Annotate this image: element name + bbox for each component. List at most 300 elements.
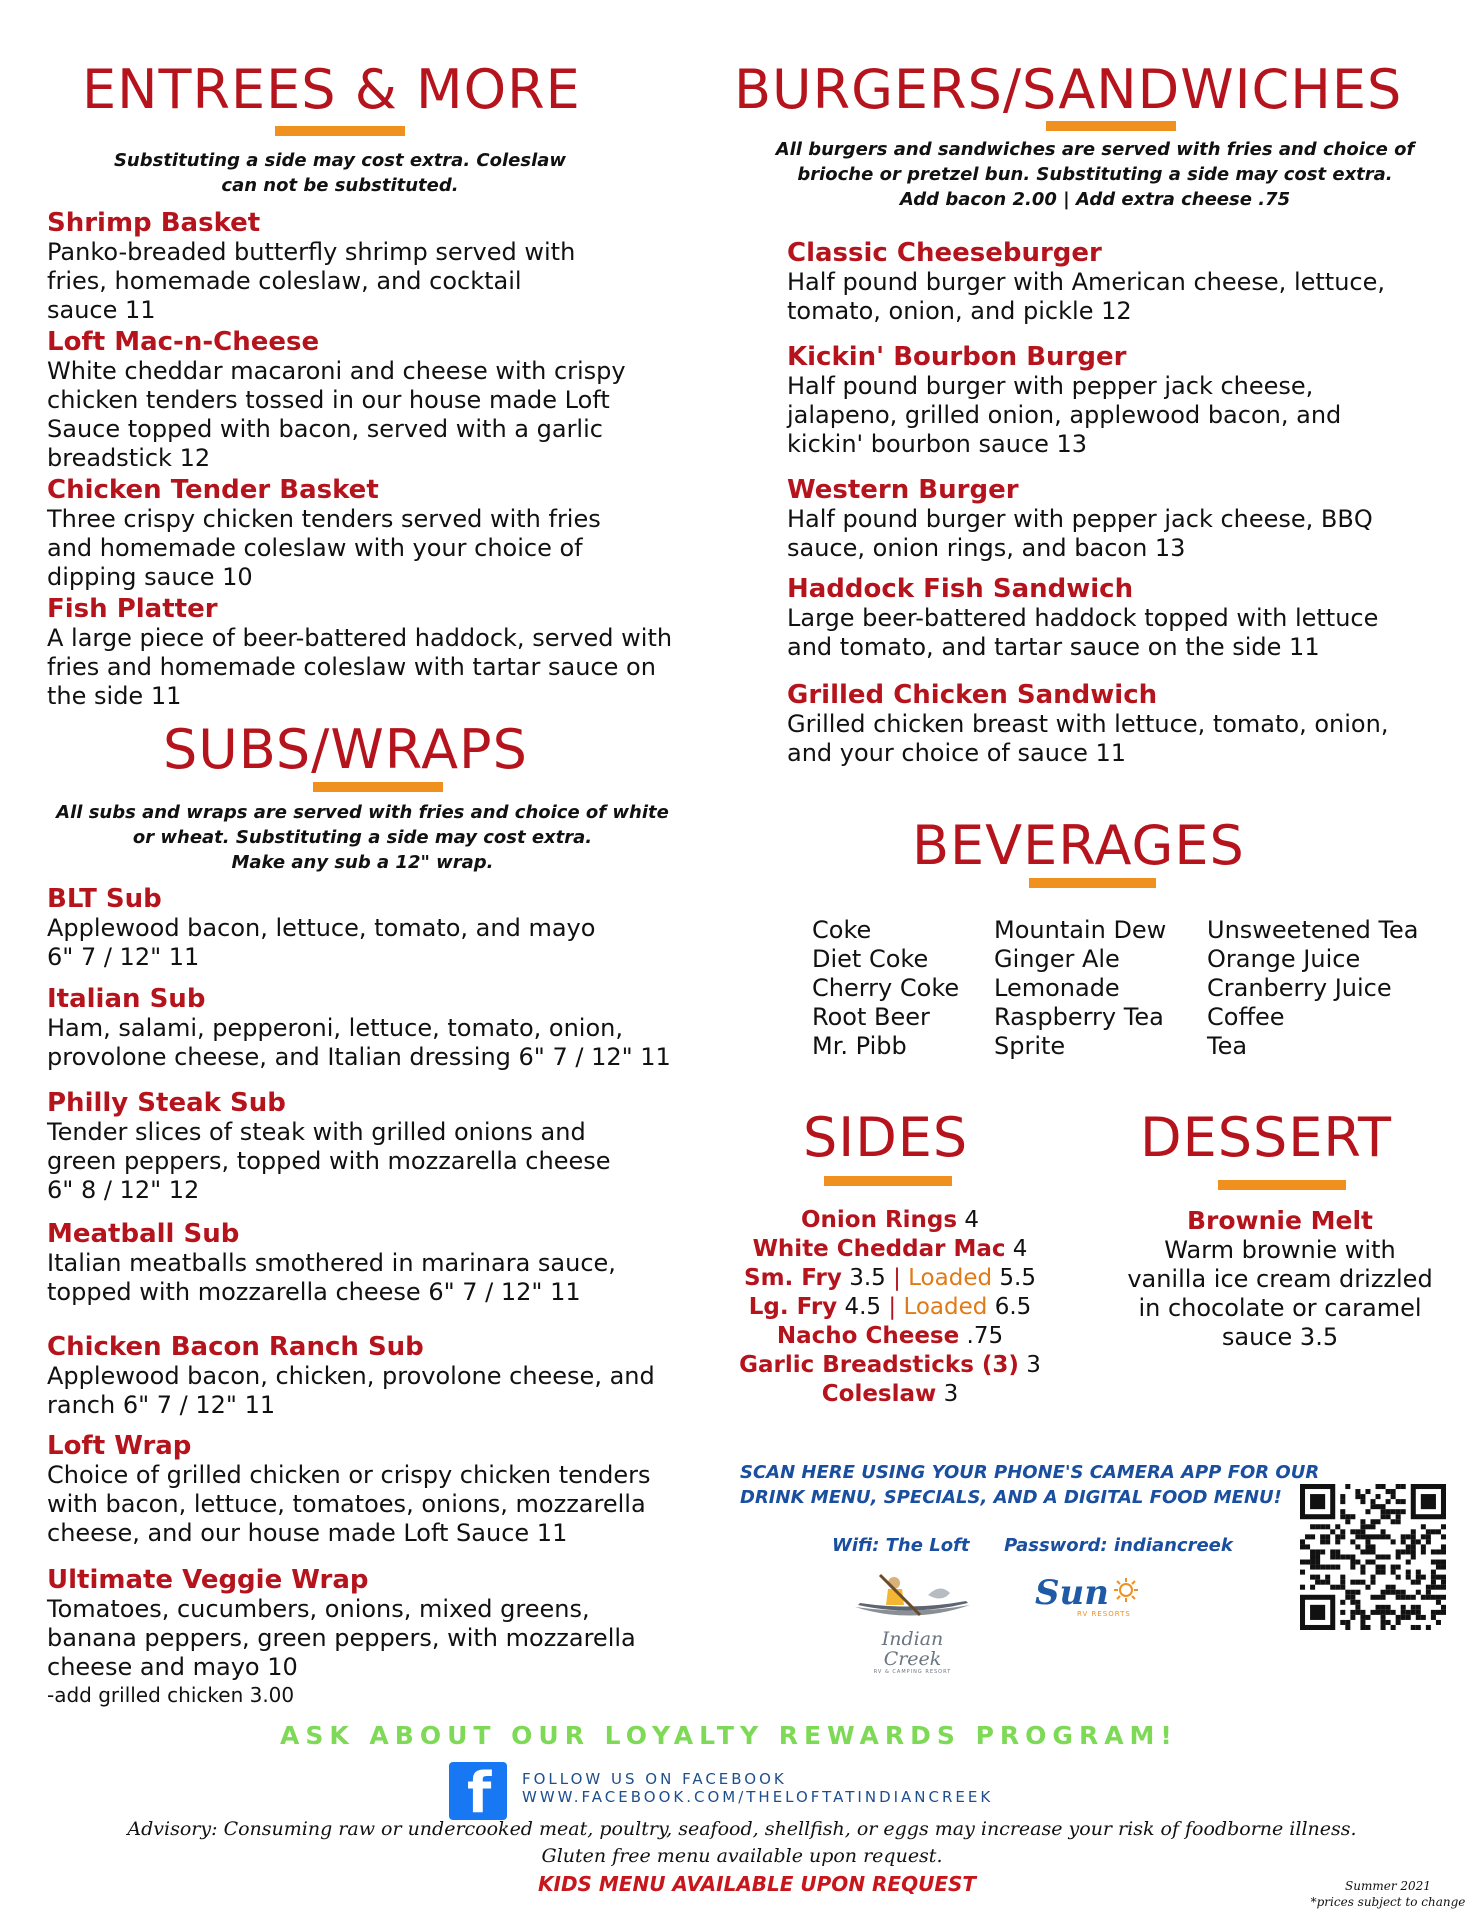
qr-module	[1381, 1615, 1386, 1620]
qr-module	[1391, 1585, 1396, 1590]
qr-module	[1340, 1499, 1345, 1504]
qr-module	[1441, 1534, 1446, 1539]
beverage: Sprite	[994, 1032, 1066, 1060]
sides-underline	[824, 1176, 952, 1186]
item-name: Haddock Fish Sandwich	[787, 574, 1134, 604]
qr-module	[1335, 1585, 1340, 1590]
qr-module	[1401, 1610, 1406, 1615]
qr-module	[1416, 1625, 1421, 1630]
qr-module	[1376, 1565, 1381, 1570]
qr-module	[1401, 1615, 1406, 1620]
qr-module	[1441, 1565, 1446, 1570]
side-item	[730, 1322, 1050, 1351]
beverage: Coffee	[1207, 1003, 1285, 1031]
qr-module	[1355, 1600, 1360, 1605]
qr-module	[1370, 1575, 1375, 1580]
qr-module	[1355, 1590, 1360, 1595]
side-price: 4.5	[844, 1294, 882, 1320]
dessert-title: DESSERT	[1140, 1106, 1392, 1169]
item-name: Loft Mac-n-Cheese	[47, 327, 320, 357]
qr-module	[1426, 1534, 1431, 1539]
qr-module	[1360, 1524, 1365, 1529]
qr-module	[1411, 1580, 1416, 1585]
qr-module	[1386, 1620, 1391, 1625]
beverage: Unsweetened Tea	[1207, 916, 1419, 944]
qr-module	[1355, 1580, 1360, 1585]
item-name: Meatball Sub	[47, 1219, 240, 1249]
scan-line-2: DRINK MENU, SPECIALS, AND A DIGITAL FOOD MENU!	[740, 1487, 1282, 1508]
beverage: Ginger Ale	[994, 945, 1120, 973]
beverages-title: BEVERAGES	[912, 814, 1245, 877]
qr-module	[1396, 1514, 1401, 1519]
qr-module	[1355, 1544, 1360, 1549]
entree-item	[47, 208, 575, 325]
side-name: Lg. Fry	[748, 1294, 838, 1320]
item-name: Shrimp Basket	[47, 208, 261, 238]
season-note	[1298, 1878, 1478, 1910]
qr-module	[1355, 1494, 1360, 1499]
qr-module	[1381, 1565, 1386, 1570]
qr-module	[1355, 1610, 1360, 1615]
qr-module	[1421, 1524, 1426, 1529]
qr-module	[1396, 1484, 1401, 1489]
qr-module	[1406, 1615, 1411, 1620]
qr-module	[1401, 1499, 1406, 1504]
qr-module	[1411, 1544, 1416, 1549]
qr-module	[1406, 1610, 1411, 1615]
qr-module	[1320, 1539, 1325, 1544]
sun-icon	[1113, 1577, 1139, 1603]
qr-module	[1411, 1595, 1416, 1600]
qr-module	[1406, 1560, 1411, 1565]
qr-module	[1396, 1554, 1401, 1559]
qr-module	[1396, 1590, 1401, 1595]
qr-module	[1431, 1585, 1436, 1590]
loyalty-banner: ASK ABOUT OUR LOYALTY REWARDS PROGRAM!	[280, 1721, 1178, 1750]
qr-module	[1396, 1575, 1401, 1580]
qr-module	[1350, 1580, 1355, 1585]
qr-module	[1401, 1549, 1406, 1554]
item-desc: Half pound burger with pepper jack cheese, BBQ sauce, onion rings, and bacon 13	[787, 505, 1373, 562]
qr-module	[1370, 1499, 1375, 1504]
qr-module	[1411, 1625, 1416, 1630]
qr-module	[1436, 1620, 1441, 1625]
qr-module	[1421, 1549, 1426, 1554]
qr-module	[1360, 1565, 1365, 1570]
qr-module	[1436, 1565, 1441, 1570]
qr-module	[1350, 1560, 1355, 1565]
qr-module	[1431, 1615, 1436, 1620]
qr-module	[1340, 1534, 1345, 1539]
qr-module	[1370, 1580, 1375, 1585]
qr-module	[1391, 1519, 1396, 1524]
beverage: Mr. Pibb	[812, 1032, 907, 1060]
qr-module	[1315, 1580, 1320, 1585]
qr-module	[1315, 1575, 1320, 1580]
item-desc: Three crispy chicken tenders served with fries and homemade coleslaw with your choice of dipping sauce 10	[47, 505, 601, 591]
side-name: Sm. Fry	[744, 1265, 842, 1291]
canoe-icon	[850, 1565, 975, 1625]
qr-module	[1300, 1570, 1305, 1575]
qr-module	[1345, 1620, 1350, 1625]
qr-module	[1300, 1560, 1305, 1565]
qr-module	[1376, 1570, 1381, 1575]
qr-module	[1386, 1499, 1391, 1504]
item-name: Brownie Melt	[1186, 1206, 1374, 1235]
advisory-text: Advisory: Consuming raw or undercooked meat, poultry, seafood, shellfish, or eggs may increase your risk of foodborne illness.	[127, 1818, 1357, 1840]
qr-module	[1340, 1585, 1345, 1590]
item-desc: Half pound burger with pepper jack cheese, jalapeno, grilled onion, applewood bacon, and kickin' bourbon sauce 13	[787, 372, 1342, 458]
qr-module	[1436, 1610, 1441, 1615]
qr-module	[1381, 1620, 1386, 1625]
qr-module	[1345, 1595, 1350, 1600]
qr-module	[1391, 1610, 1396, 1615]
qr-module	[1315, 1524, 1320, 1529]
qr-module	[1396, 1595, 1401, 1600]
qr-module	[1325, 1524, 1330, 1529]
qr-module	[1360, 1615, 1365, 1620]
entree-item	[47, 327, 626, 473]
qr-module	[1406, 1570, 1411, 1575]
qr-module	[1381, 1554, 1386, 1559]
qr-module	[1370, 1595, 1375, 1600]
qr-module	[1391, 1570, 1396, 1575]
qr-module	[1320, 1534, 1325, 1539]
beverage: Orange Juice	[1207, 945, 1361, 973]
qr-module	[1365, 1625, 1370, 1630]
qr-module	[1376, 1610, 1381, 1615]
burger-item	[787, 574, 1378, 662]
qr-module	[1381, 1605, 1386, 1610]
qr-module	[1330, 1549, 1335, 1554]
qr-module	[1431, 1570, 1436, 1575]
qr-module	[1426, 1590, 1431, 1595]
qr-module	[1396, 1509, 1401, 1514]
veggie-addon: -add grilled chicken 3.00	[47, 1683, 295, 1707]
qr-module	[1401, 1590, 1406, 1595]
qr-module	[1340, 1514, 1345, 1519]
qr-module	[1391, 1565, 1396, 1570]
kids-menu-note: KIDS MENU AVAILABLE UPON REQUEST	[538, 1872, 977, 1896]
item-name: Chicken Bacon Ranch Sub	[47, 1332, 424, 1362]
beverage: Cranberry Juice	[1207, 974, 1392, 1002]
qr-module	[1365, 1615, 1370, 1620]
qr-module	[1386, 1509, 1391, 1514]
qr-module	[1335, 1549, 1340, 1554]
side-price: 3.5	[849, 1265, 886, 1291]
qr-module	[1381, 1484, 1386, 1489]
qr-code-icon	[1300, 1484, 1446, 1630]
qr-module	[1416, 1580, 1421, 1585]
qr-module	[1436, 1585, 1441, 1590]
qr-module	[1376, 1519, 1381, 1524]
qr-module	[1431, 1575, 1436, 1580]
qr-module	[1370, 1504, 1375, 1509]
indian-creek-sub: RV & CAMPING RESORT	[873, 1669, 952, 1675]
qr-module	[1335, 1524, 1340, 1529]
side-price: 3	[1026, 1352, 1041, 1378]
qr-module	[1406, 1595, 1411, 1600]
qr-module	[1310, 1560, 1315, 1565]
qr-module	[1381, 1610, 1386, 1615]
qr-module	[1340, 1620, 1345, 1625]
qr-module	[1345, 1514, 1350, 1519]
wifi-note	[832, 1533, 1233, 1558]
qr-module	[1421, 1615, 1426, 1620]
facebook-url[interactable]: WWW.FACEBOOK.COM/THELOFTATINDIANCREEK	[522, 1788, 994, 1806]
qr-module	[1431, 1595, 1436, 1600]
qr-module	[1381, 1625, 1386, 1630]
item-desc: Ham, salami, pepperoni, lettuce, tomato, onion, provolone cheese, and Italian dressing 6" 7 / 12" 11	[47, 1014, 671, 1071]
scan-line-1: SCAN HERE USING YOUR PHONE'S CAMERA APP FOR OUR	[740, 1462, 1320, 1483]
qr-module	[1376, 1554, 1381, 1559]
sub-item	[47, 984, 671, 1072]
qr-module	[1365, 1544, 1370, 1549]
qr-module	[1401, 1534, 1406, 1539]
item-desc: Warm brownie with vanilla ice cream drizzled in chocolate or caramel sauce 3.5	[1127, 1236, 1433, 1351]
indian-creek-name: Indian Creek	[881, 1628, 944, 1670]
qr-module	[1310, 1565, 1315, 1570]
qr-module	[1310, 1605, 1325, 1620]
item-desc: Applewood bacon, lettuce, tomato, and mayo 6" 7 / 12" 11	[47, 914, 596, 971]
qr-module	[1335, 1554, 1340, 1559]
burgers-note: All burgers and sandwiches are served with fries and choice of brioche or pretzel bun. Substituting a side may cost extra. Add bacon 2.00 | Add extra cheese .75	[775, 139, 1415, 210]
qr-module	[1360, 1610, 1365, 1615]
qr-module	[1315, 1560, 1320, 1565]
burger-item	[787, 238, 1385, 326]
qr-module	[1310, 1575, 1315, 1580]
qr-module	[1350, 1590, 1355, 1595]
qr-module	[1376, 1504, 1381, 1509]
sides-list	[730, 1206, 1050, 1409]
qr-module	[1391, 1625, 1396, 1630]
qr-module	[1350, 1539, 1355, 1544]
qr-module	[1325, 1580, 1330, 1585]
qr-module	[1386, 1554, 1391, 1559]
qr-module	[1350, 1595, 1355, 1600]
burgers-title: BURGERS/SANDWICHES	[734, 58, 1403, 121]
qr-module	[1411, 1549, 1416, 1554]
wifi-password: Password: indiancreek	[1004, 1535, 1233, 1556]
qr-module	[1431, 1549, 1436, 1554]
qr-module	[1310, 1554, 1315, 1559]
qr-module	[1381, 1529, 1386, 1534]
side-name: White Cheddar Mac	[752, 1236, 1006, 1262]
beverages-col-2	[994, 916, 1166, 1061]
qr-module	[1345, 1625, 1350, 1630]
qr-module	[1396, 1620, 1401, 1625]
subs-title: SUBS/WRAPS	[163, 718, 528, 781]
qr-module	[1421, 1544, 1426, 1549]
qr-module	[1325, 1575, 1330, 1580]
qr-module	[1360, 1549, 1365, 1554]
item-name: Philly Steak Sub	[47, 1088, 286, 1118]
qr-module	[1406, 1544, 1411, 1549]
qr-module	[1320, 1524, 1325, 1529]
qr-module	[1330, 1565, 1335, 1570]
qr-module	[1396, 1549, 1401, 1554]
qr-module	[1406, 1549, 1411, 1554]
qr-module	[1426, 1529, 1431, 1534]
qr-module	[1365, 1539, 1370, 1544]
sun-logo-text: Sun	[1035, 1573, 1109, 1613]
qr-module	[1436, 1600, 1441, 1605]
qr-module	[1310, 1494, 1325, 1509]
qr-module	[1305, 1560, 1310, 1565]
qr-module	[1355, 1534, 1360, 1539]
subs-note: All subs and wraps are served with fries and choice of white or wheat. Substituting a side may cost extra. Make any sub a 12" wrap.	[56, 802, 669, 873]
qr-module	[1340, 1580, 1345, 1585]
qr-module	[1360, 1529, 1365, 1534]
qr-module	[1340, 1509, 1345, 1514]
beverage: Diet Coke	[812, 945, 929, 973]
qr-module	[1386, 1610, 1391, 1615]
entrees-title: ENTREES & MORE	[82, 58, 581, 121]
qr-module	[1381, 1534, 1386, 1539]
qr-module	[1360, 1499, 1365, 1504]
qr-module	[1350, 1514, 1355, 1519]
side-price: 6.5	[994, 1294, 1032, 1320]
beverage: Tea	[1207, 1032, 1248, 1060]
side-name: Onion Rings	[800, 1207, 958, 1233]
side-separator: |	[893, 1265, 901, 1291]
qr-module	[1340, 1575, 1345, 1580]
beverage: Lemonade	[994, 974, 1120, 1002]
qr-module	[1431, 1580, 1436, 1585]
qr-module	[1360, 1580, 1365, 1585]
qr-module	[1391, 1494, 1396, 1499]
qr-module	[1416, 1610, 1421, 1615]
qr-module	[1345, 1590, 1350, 1595]
item-name: Western Burger	[787, 475, 1019, 505]
facebook-icon[interactable]: f	[449, 1762, 507, 1820]
qr-module	[1381, 1504, 1386, 1509]
qr-module	[1376, 1534, 1381, 1539]
qr-module	[1370, 1534, 1375, 1539]
side-price: 3	[943, 1381, 959, 1407]
qr-module	[1396, 1499, 1401, 1504]
qr-module	[1350, 1615, 1355, 1620]
qr-module	[1431, 1610, 1436, 1615]
dessert-underline	[1218, 1180, 1346, 1190]
side-price: 4	[1012, 1236, 1028, 1262]
qr-module	[1330, 1554, 1335, 1559]
qr-module	[1416, 1605, 1421, 1610]
qr-module	[1391, 1590, 1396, 1595]
qr-module	[1441, 1595, 1446, 1600]
item-name: Loft Wrap	[47, 1431, 192, 1461]
scan-note	[740, 1460, 1320, 1510]
qr-module	[1345, 1554, 1350, 1559]
qr-module	[1365, 1489, 1370, 1494]
side-price: .75	[966, 1323, 1004, 1349]
burger-item	[787, 342, 1341, 459]
burger-item	[787, 680, 1388, 768]
item-name: Fish Platter	[47, 594, 218, 624]
qr-module	[1421, 1595, 1426, 1600]
qr-module	[1340, 1554, 1345, 1559]
qr-module	[1426, 1539, 1431, 1544]
qr-module	[1360, 1494, 1365, 1499]
qr-module	[1426, 1625, 1431, 1630]
qr-module	[1436, 1595, 1441, 1600]
qr-module	[1340, 1494, 1345, 1499]
qr-module	[1406, 1575, 1411, 1580]
item-desc: Applewood bacon, chicken, provolone cheese, and ranch 6" 7 / 12" 11	[47, 1362, 655, 1419]
qr-module	[1441, 1524, 1446, 1529]
item-name: Kickin' Bourbon Burger	[787, 342, 1127, 372]
qr-module	[1411, 1539, 1416, 1544]
qr-module	[1365, 1560, 1370, 1565]
qr-module	[1300, 1544, 1305, 1549]
item-name: Italian Sub	[47, 984, 206, 1014]
item-desc: Tender slices of steak with grilled onions and green peppers, topped with mozzarella cheese 6" 8 / 12" 12	[47, 1118, 611, 1204]
qr-module	[1340, 1610, 1345, 1615]
qr-module	[1310, 1534, 1315, 1539]
qr-module	[1441, 1549, 1446, 1554]
qr-module	[1401, 1595, 1406, 1600]
qr-module	[1355, 1560, 1360, 1565]
item-desc: Tomatoes, cucumbers, onions, mixed greens, banana peppers, green peppers, with mozzarella cheese and mayo 10	[47, 1595, 636, 1681]
qr-module	[1411, 1605, 1416, 1610]
qr-module	[1431, 1529, 1436, 1534]
side-item	[730, 1206, 1050, 1235]
qr-module	[1330, 1529, 1335, 1534]
qr-module	[1370, 1610, 1375, 1615]
qr-module	[1350, 1554, 1355, 1559]
qr-module	[1376, 1605, 1381, 1610]
qr-module	[1396, 1519, 1401, 1524]
wifi-name: Wifi: The Loft	[832, 1535, 970, 1556]
qr-code[interactable]	[1300, 1484, 1446, 1630]
qr-module	[1360, 1534, 1365, 1539]
qr-module	[1300, 1585, 1305, 1590]
qr-module	[1350, 1600, 1355, 1605]
sub-item	[47, 1565, 636, 1708]
qr-module	[1426, 1585, 1431, 1590]
burger-item	[787, 475, 1373, 563]
qr-module	[1421, 1575, 1426, 1580]
qr-module	[1370, 1549, 1375, 1554]
qr-module	[1416, 1575, 1421, 1580]
qr-module	[1401, 1484, 1406, 1489]
qr-module	[1401, 1509, 1406, 1514]
qr-module	[1360, 1519, 1365, 1524]
burgers-underline	[1046, 121, 1176, 131]
qr-module	[1411, 1534, 1416, 1539]
side-name: Coleslaw	[821, 1381, 937, 1407]
qr-module	[1441, 1610, 1446, 1615]
indian-creek-logo	[850, 1565, 975, 1675]
qr-module	[1320, 1580, 1325, 1585]
qr-module	[1441, 1575, 1446, 1580]
qr-module	[1360, 1625, 1365, 1630]
qr-module	[1365, 1509, 1370, 1514]
qr-module	[1370, 1519, 1375, 1524]
qr-module	[1411, 1554, 1416, 1559]
qr-module	[1315, 1565, 1320, 1570]
qr-module	[1355, 1489, 1360, 1494]
qr-module	[1325, 1565, 1330, 1570]
qr-module	[1436, 1529, 1441, 1534]
item-desc: Large beer-battered haddock topped with lettuce and tomato, and tartar sauce on the side 11	[787, 604, 1379, 661]
qr-module	[1381, 1570, 1386, 1575]
qr-module	[1335, 1539, 1340, 1544]
qr-module	[1441, 1560, 1446, 1565]
qr-module	[1350, 1529, 1355, 1534]
qr-module	[1416, 1590, 1421, 1595]
side-name: Nacho Cheese	[776, 1323, 960, 1349]
